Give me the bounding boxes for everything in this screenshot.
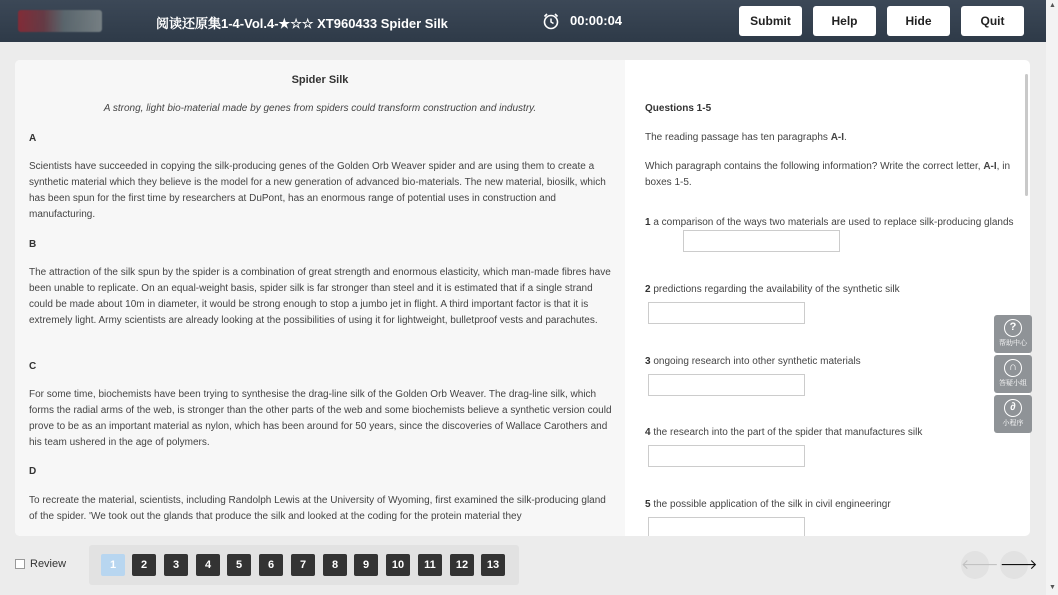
help-center-button[interactable]: ? 帮助中心: [994, 315, 1032, 353]
help-button[interactable]: Help: [813, 6, 876, 36]
questions-scrollbar[interactable]: [1025, 74, 1028, 196]
hide-button[interactable]: Hide: [887, 6, 950, 36]
paragraph-letter: A: [29, 133, 37, 144]
page-button[interactable]: 12: [450, 554, 474, 576]
scroll-down-icon[interactable]: ▼: [1049, 584, 1056, 591]
page-button[interactable]: 2: [132, 554, 156, 576]
questions-intro: The reading passage has ten paragraphs A-I.: [645, 132, 847, 143]
review-checkbox[interactable]: [15, 559, 25, 569]
answer-input-1[interactable]: [683, 230, 840, 252]
questions-instruction: Which paragraph contains the following information? Write the correct letter, A-I, in boxes 1-5.: [645, 161, 1011, 188]
paragraph-text: To recreate the material, scientists, including Randolph Lewis at the University of Wyoming, first examined the silk-producing gland of the spider. 'We took out the glands that produce the silk and looked at the coding for the protein material they: [29, 495, 606, 522]
paragraph-letter: C: [29, 361, 37, 372]
next-arrow-icon[interactable]: 🡒: [1000, 551, 1028, 579]
question-1: 1 a comparison of the ways two materials are used to replace silk-producing glands: [645, 217, 1014, 228]
answer-input-4[interactable]: [648, 445, 805, 467]
question-4: 4 the research into the part of the spider that manufactures silk: [645, 427, 923, 438]
paragraph-text: For some time, biochemists have been trying to synthesise the drag-line silk of the Golden Orb Weaver. The drag-line silk, which forms the radial arms of the web, is stronger than the other parts of the web and some biochemists believe a synthetic version could prove to be as an important material as nylon, which has been around for 50 years, since the discoveries of Wallace Carothers and his team ushered in the age of polymers.: [29, 389, 612, 448]
paragraph-letter: B: [29, 239, 37, 250]
help-circle-icon: ?: [1004, 319, 1022, 337]
top-bar: [0, 0, 1058, 42]
mini-program-button[interactable]: ∂ 小程序: [994, 395, 1032, 433]
test-title: 阅读还原集1-4-Vol.4-★☆☆ XT960433 Spider Silk: [156, 16, 448, 31]
question-navigator: [89, 545, 519, 585]
submit-button[interactable]: Submit: [739, 6, 802, 36]
user-avatar: [18, 10, 102, 32]
reading-passage[interactable]: [15, 60, 625, 536]
passage-subtitle: A strong, light bio-material made by genes from spiders could transform construction and industry.: [103, 103, 537, 114]
page-button[interactable]: 8: [323, 554, 347, 576]
questions-panel[interactable]: [645, 60, 1025, 536]
page-button[interactable]: 6: [259, 554, 283, 576]
page-button[interactable]: 5: [227, 554, 251, 576]
mini-program-icon: ∂: [1004, 399, 1022, 417]
prev-arrow-icon[interactable]: 🡐: [961, 551, 989, 579]
review-toggle[interactable]: [15, 558, 66, 570]
answer-input-5[interactable]: [648, 517, 805, 536]
questions-heading: Questions 1-5: [645, 103, 712, 114]
scroll-up-icon[interactable]: ▲: [1049, 2, 1056, 9]
quit-button[interactable]: Quit: [961, 6, 1024, 36]
answer-input-2[interactable]: [648, 302, 805, 324]
review-label: Review: [30, 558, 67, 570]
question-3: 3 ongoing research into other synthetic materials: [645, 356, 861, 367]
page-scrollbar[interactable]: [1046, 0, 1058, 595]
page-button[interactable]: 9: [354, 554, 378, 576]
main-panel: [15, 60, 1030, 536]
question-2: 2 predictions regarding the availability of the synthetic silk: [645, 284, 900, 295]
page-button[interactable]: 3: [164, 554, 188, 576]
paragraph-letter: D: [29, 466, 37, 477]
countdown-timer: 00:00:04: [570, 13, 623, 28]
paragraph-text: Scientists have succeeded in copying the silk-producing genes of the Golden Orb Weaver spider and are using them to create a synthetic material which they believe is the model for a new generation of advanced bio-materials. The new material, biosilk, which has been spun for the first time by researchers at DuPont, has an enormous range of potential uses in construction and manufacturing.: [29, 161, 606, 220]
question-5: 5 the possible application of the silk in civil engineeringr: [645, 499, 891, 510]
page-button[interactable]: 4: [196, 554, 220, 576]
passage-title: Spider Silk: [291, 74, 349, 86]
answer-input-3[interactable]: [648, 374, 805, 396]
qa-group-button[interactable]: ∩ 答疑小组: [994, 355, 1032, 393]
page-button[interactable]: 13: [481, 554, 505, 576]
page-button[interactable]: 10: [386, 554, 410, 576]
alarm-clock-icon: [542, 12, 560, 30]
page-button[interactable]: 1: [101, 554, 125, 576]
page-button[interactable]: 11: [418, 554, 442, 576]
page-button[interactable]: 7: [291, 554, 315, 576]
headset-icon: ∩: [1004, 359, 1022, 377]
paragraph-text: The attraction of the silk spun by the spider is a combination of great strength and enormous elasticity, which man-made fibres have been unable to replicate. On an equal-weight basis, spider silk is far stronger than steel and it is estimated that if a single strand could be made about 10m in diameter, it would be strong enough to stop a jumbo jet in flight. A third important factor is that it is extremely light. Army scientists are already looking at the possibilities of using it for lightweight, bulletproof vests and parachutes.: [29, 267, 611, 326]
